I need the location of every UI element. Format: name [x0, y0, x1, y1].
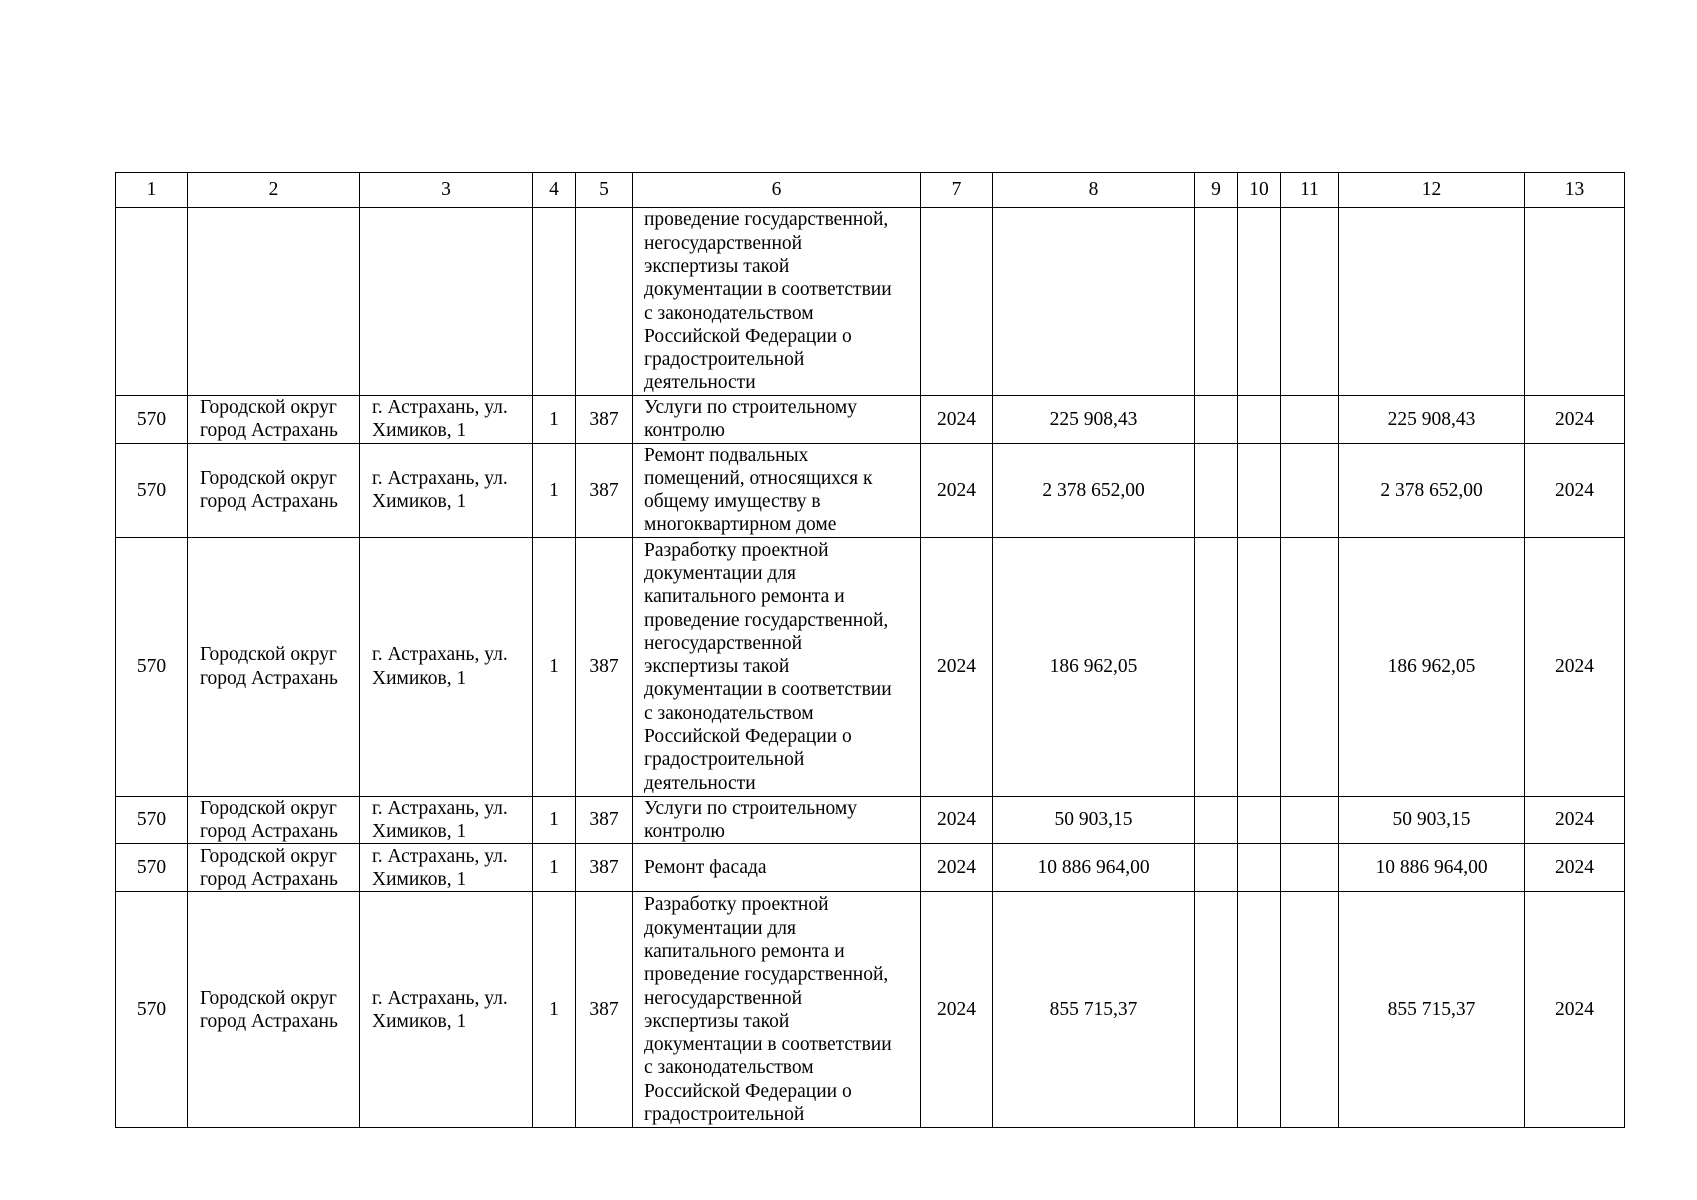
cell-municipality: Городской округ город Астрахань — [188, 796, 360, 844]
cell-col4: 1 — [533, 537, 576, 796]
cell-address: г. Астрахань, ул. Химиков, 1 — [360, 537, 533, 796]
cell-col11 — [1281, 844, 1339, 892]
cell-number: 570 — [116, 396, 188, 444]
cell-col5: 387 — [576, 892, 633, 1128]
cell-col11 — [1281, 892, 1339, 1128]
column-header: 2 — [188, 173, 360, 208]
cell-col10 — [1238, 443, 1281, 537]
cell-col4: 1 — [533, 844, 576, 892]
cell-municipality: Городской округ город Астрахань — [188, 443, 360, 537]
cell-municipality: Городской округ город Астрахань — [188, 396, 360, 444]
column-header: 3 — [360, 173, 533, 208]
cell-col4: 1 — [533, 892, 576, 1128]
table-row — [116, 208, 1625, 396]
cell-col10 — [1238, 892, 1281, 1128]
cell-cost-total: 2 378 652,00 — [1339, 443, 1525, 537]
cell-work-description: Разработку проектной документации для капитального ремонта и проведение государственной, негосударственной экспертизы такой документации в соответствии с законодательством Российской Федерации о градостроительной — [633, 892, 921, 1128]
cell-year: 2024 — [921, 892, 993, 1128]
table-row — [116, 844, 1625, 892]
cell-col11 — [1281, 443, 1339, 537]
column-header: 1 — [116, 173, 188, 208]
column-header: 6 — [633, 173, 921, 208]
cell-year: 2024 — [921, 396, 993, 444]
cell-col5: 387 — [576, 844, 633, 892]
table-row — [116, 537, 1625, 796]
cell-col10 — [1238, 396, 1281, 444]
cell-cost — [993, 208, 1195, 396]
cell-col10 — [1238, 208, 1281, 396]
cell-year: 2024 — [921, 443, 993, 537]
cell-cost: 855 715,37 — [993, 892, 1195, 1128]
column-header: 13 — [1525, 173, 1625, 208]
column-header: 7 — [921, 173, 993, 208]
cell-col10 — [1238, 844, 1281, 892]
cell-year-end: 2024 — [1525, 443, 1625, 537]
cell-col9 — [1195, 396, 1238, 444]
column-header: 11 — [1281, 173, 1339, 208]
cell-number: 570 — [116, 892, 188, 1128]
cell-cost: 186 962,05 — [993, 537, 1195, 796]
cell-address: г. Астрахань, ул. Химиков, 1 — [360, 796, 533, 844]
cell-col9 — [1195, 537, 1238, 796]
cell-address: г. Астрахань, ул. Химиков, 1 — [360, 396, 533, 444]
cell-col9 — [1195, 844, 1238, 892]
cell-year-end: 2024 — [1525, 396, 1625, 444]
cell-col5: 387 — [576, 537, 633, 796]
cell-col10 — [1238, 537, 1281, 796]
table-row — [116, 892, 1625, 1128]
cell-cost: 2 378 652,00 — [993, 443, 1195, 537]
cell-col5 — [576, 208, 633, 396]
cell-address: г. Астрахань, ул. Химиков, 1 — [360, 892, 533, 1128]
cell-col5: 387 — [576, 443, 633, 537]
cell-year — [921, 208, 993, 396]
column-header: 5 — [576, 173, 633, 208]
cell-col4: 1 — [533, 796, 576, 844]
cell-col11 — [1281, 208, 1339, 396]
cell-year: 2024 — [921, 796, 993, 844]
cell-work-description: Ремонт фасада — [633, 844, 921, 892]
cell-cost: 225 908,43 — [993, 396, 1195, 444]
cell-col10 — [1238, 796, 1281, 844]
cell-number: 570 — [116, 443, 188, 537]
cell-work-description: Разработку проектной документации для капитального ремонта и проведение государственной, негосударственной экспертизы такой документации в соответствии с законодательством Российской Федерации о градостроительной деятельности — [633, 537, 921, 796]
table-row — [116, 396, 1625, 444]
cell-cost-total: 50 903,15 — [1339, 796, 1525, 844]
cell-municipality: Городской округ город Астрахань — [188, 844, 360, 892]
column-header: 12 — [1339, 173, 1525, 208]
cell-col9 — [1195, 796, 1238, 844]
table-row — [116, 443, 1625, 537]
cell-number: 570 — [116, 796, 188, 844]
cell-year: 2024 — [921, 537, 993, 796]
cell-address — [360, 208, 533, 396]
cell-year-end: 2024 — [1525, 537, 1625, 796]
cell-col5: 387 — [576, 396, 633, 444]
cell-year-end — [1525, 208, 1625, 396]
cell-number: 570 — [116, 844, 188, 892]
cell-number: 570 — [116, 537, 188, 796]
cell-work-description: Услуги по строительному контролю — [633, 796, 921, 844]
cell-work-description: Услуги по строительному контролю — [633, 396, 921, 444]
cell-col9 — [1195, 208, 1238, 396]
cell-municipality — [188, 208, 360, 396]
column-header: 8 — [993, 173, 1195, 208]
column-header: 10 — [1238, 173, 1281, 208]
cell-year: 2024 — [921, 844, 993, 892]
cell-col5: 387 — [576, 796, 633, 844]
cell-col9 — [1195, 892, 1238, 1128]
table-header-row — [116, 173, 1625, 208]
cell-col11 — [1281, 537, 1339, 796]
cell-cost-total: 855 715,37 — [1339, 892, 1525, 1128]
cell-address: г. Астрахань, ул. Химиков, 1 — [360, 844, 533, 892]
cell-year-end: 2024 — [1525, 844, 1625, 892]
cell-cost-total: 225 908,43 — [1339, 396, 1525, 444]
cell-cost: 50 903,15 — [993, 796, 1195, 844]
cell-col4: 1 — [533, 396, 576, 444]
cell-municipality: Городской округ город Астрахань — [188, 892, 360, 1128]
document-page — [115, 172, 1625, 1128]
column-header: 4 — [533, 173, 576, 208]
cell-cost-total — [1339, 208, 1525, 396]
cell-col11 — [1281, 396, 1339, 444]
cell-cost-total: 10 886 964,00 — [1339, 844, 1525, 892]
cell-cost-total: 186 962,05 — [1339, 537, 1525, 796]
cell-work-description: проведение государственной, негосударственной экспертизы такой документации в соответствии с законодательством Российской Федерации о градостроительной деятельности — [633, 208, 921, 396]
cell-col11 — [1281, 796, 1339, 844]
cell-year-end: 2024 — [1525, 796, 1625, 844]
program-table — [115, 172, 1625, 1128]
cell-col4 — [533, 208, 576, 396]
cell-col9 — [1195, 443, 1238, 537]
cell-number — [116, 208, 188, 396]
column-header: 9 — [1195, 173, 1238, 208]
table-row — [116, 796, 1625, 844]
cell-cost: 10 886 964,00 — [993, 844, 1195, 892]
cell-municipality: Городской округ город Астрахань — [188, 537, 360, 796]
cell-year-end: 2024 — [1525, 892, 1625, 1128]
cell-address: г. Астрахань, ул. Химиков, 1 — [360, 443, 533, 537]
cell-col4: 1 — [533, 443, 576, 537]
cell-work-description: Ремонт подвальных помещений, относящихся к общему имуществу в многоквартирном доме — [633, 443, 921, 537]
